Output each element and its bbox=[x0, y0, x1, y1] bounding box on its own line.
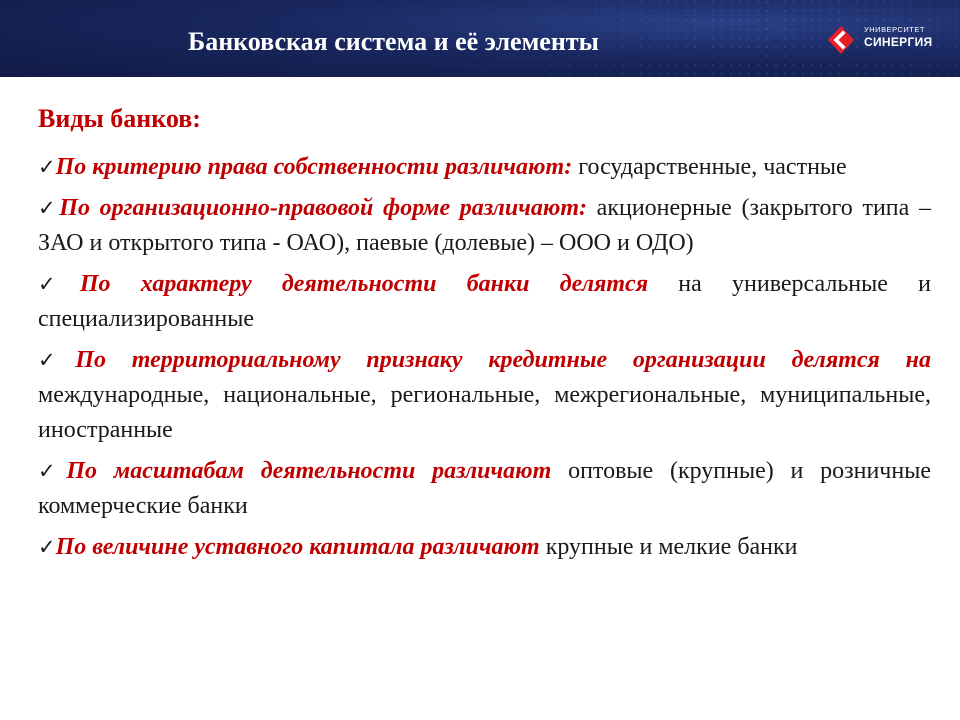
item-label: По критерию права собственности различают: bbox=[55, 154, 573, 181]
item-text: крупные и мелкие банки bbox=[539, 534, 798, 561]
item-text: оптовые (крупные) и розничные коммерческие банки bbox=[38, 458, 931, 520]
sinergiya-logo-icon bbox=[826, 25, 856, 55]
list-item bbox=[38, 191, 931, 261]
section-title: Виды банков: bbox=[38, 104, 201, 133]
list-item bbox=[38, 343, 931, 448]
item-label: По организационно-правовой форме различают: bbox=[59, 195, 587, 222]
item-label: По характеру деятельности банки делятся bbox=[79, 271, 649, 298]
logo bbox=[826, 24, 946, 56]
list-item bbox=[38, 150, 931, 185]
check-icon: ✓ bbox=[38, 459, 67, 484]
main-content bbox=[38, 103, 931, 571]
check-icon: ✓ bbox=[38, 272, 80, 297]
page-title: Банковская система и её элементы bbox=[188, 27, 599, 56]
check-icon: ✓ bbox=[38, 348, 76, 373]
item-text: государственные, частные bbox=[572, 154, 847, 181]
header-bar bbox=[0, 0, 960, 77]
list-item bbox=[38, 530, 931, 565]
item-text: международные, национальные, региональные, межрегиональные, муниципальные, иностранные bbox=[38, 382, 931, 444]
check-icon: ✓ bbox=[38, 155, 56, 180]
item-text: акционерные (закрытого типа – ЗАО и открытого типа - ОАО), паевые (долевые) – ООО и ОДО) bbox=[38, 195, 931, 257]
logo-text bbox=[864, 26, 932, 48]
item-label: По величине уставного капитала различают bbox=[55, 534, 540, 561]
logo-line-1: УНИВЕРСИТЕТ bbox=[864, 25, 925, 34]
item-label: По территориальному признаку кредитные организации делятся на bbox=[75, 347, 931, 374]
logo-line-2: СИНЕРГИЯ bbox=[864, 34, 933, 49]
check-icon: ✓ bbox=[38, 535, 56, 560]
list-item bbox=[38, 267, 931, 337]
item-text: на универсальные и специализированные bbox=[38, 271, 931, 333]
check-icon: ✓ bbox=[38, 196, 60, 221]
item-label: По масштабам деятельности различают bbox=[66, 458, 552, 485]
list-item bbox=[38, 454, 931, 524]
